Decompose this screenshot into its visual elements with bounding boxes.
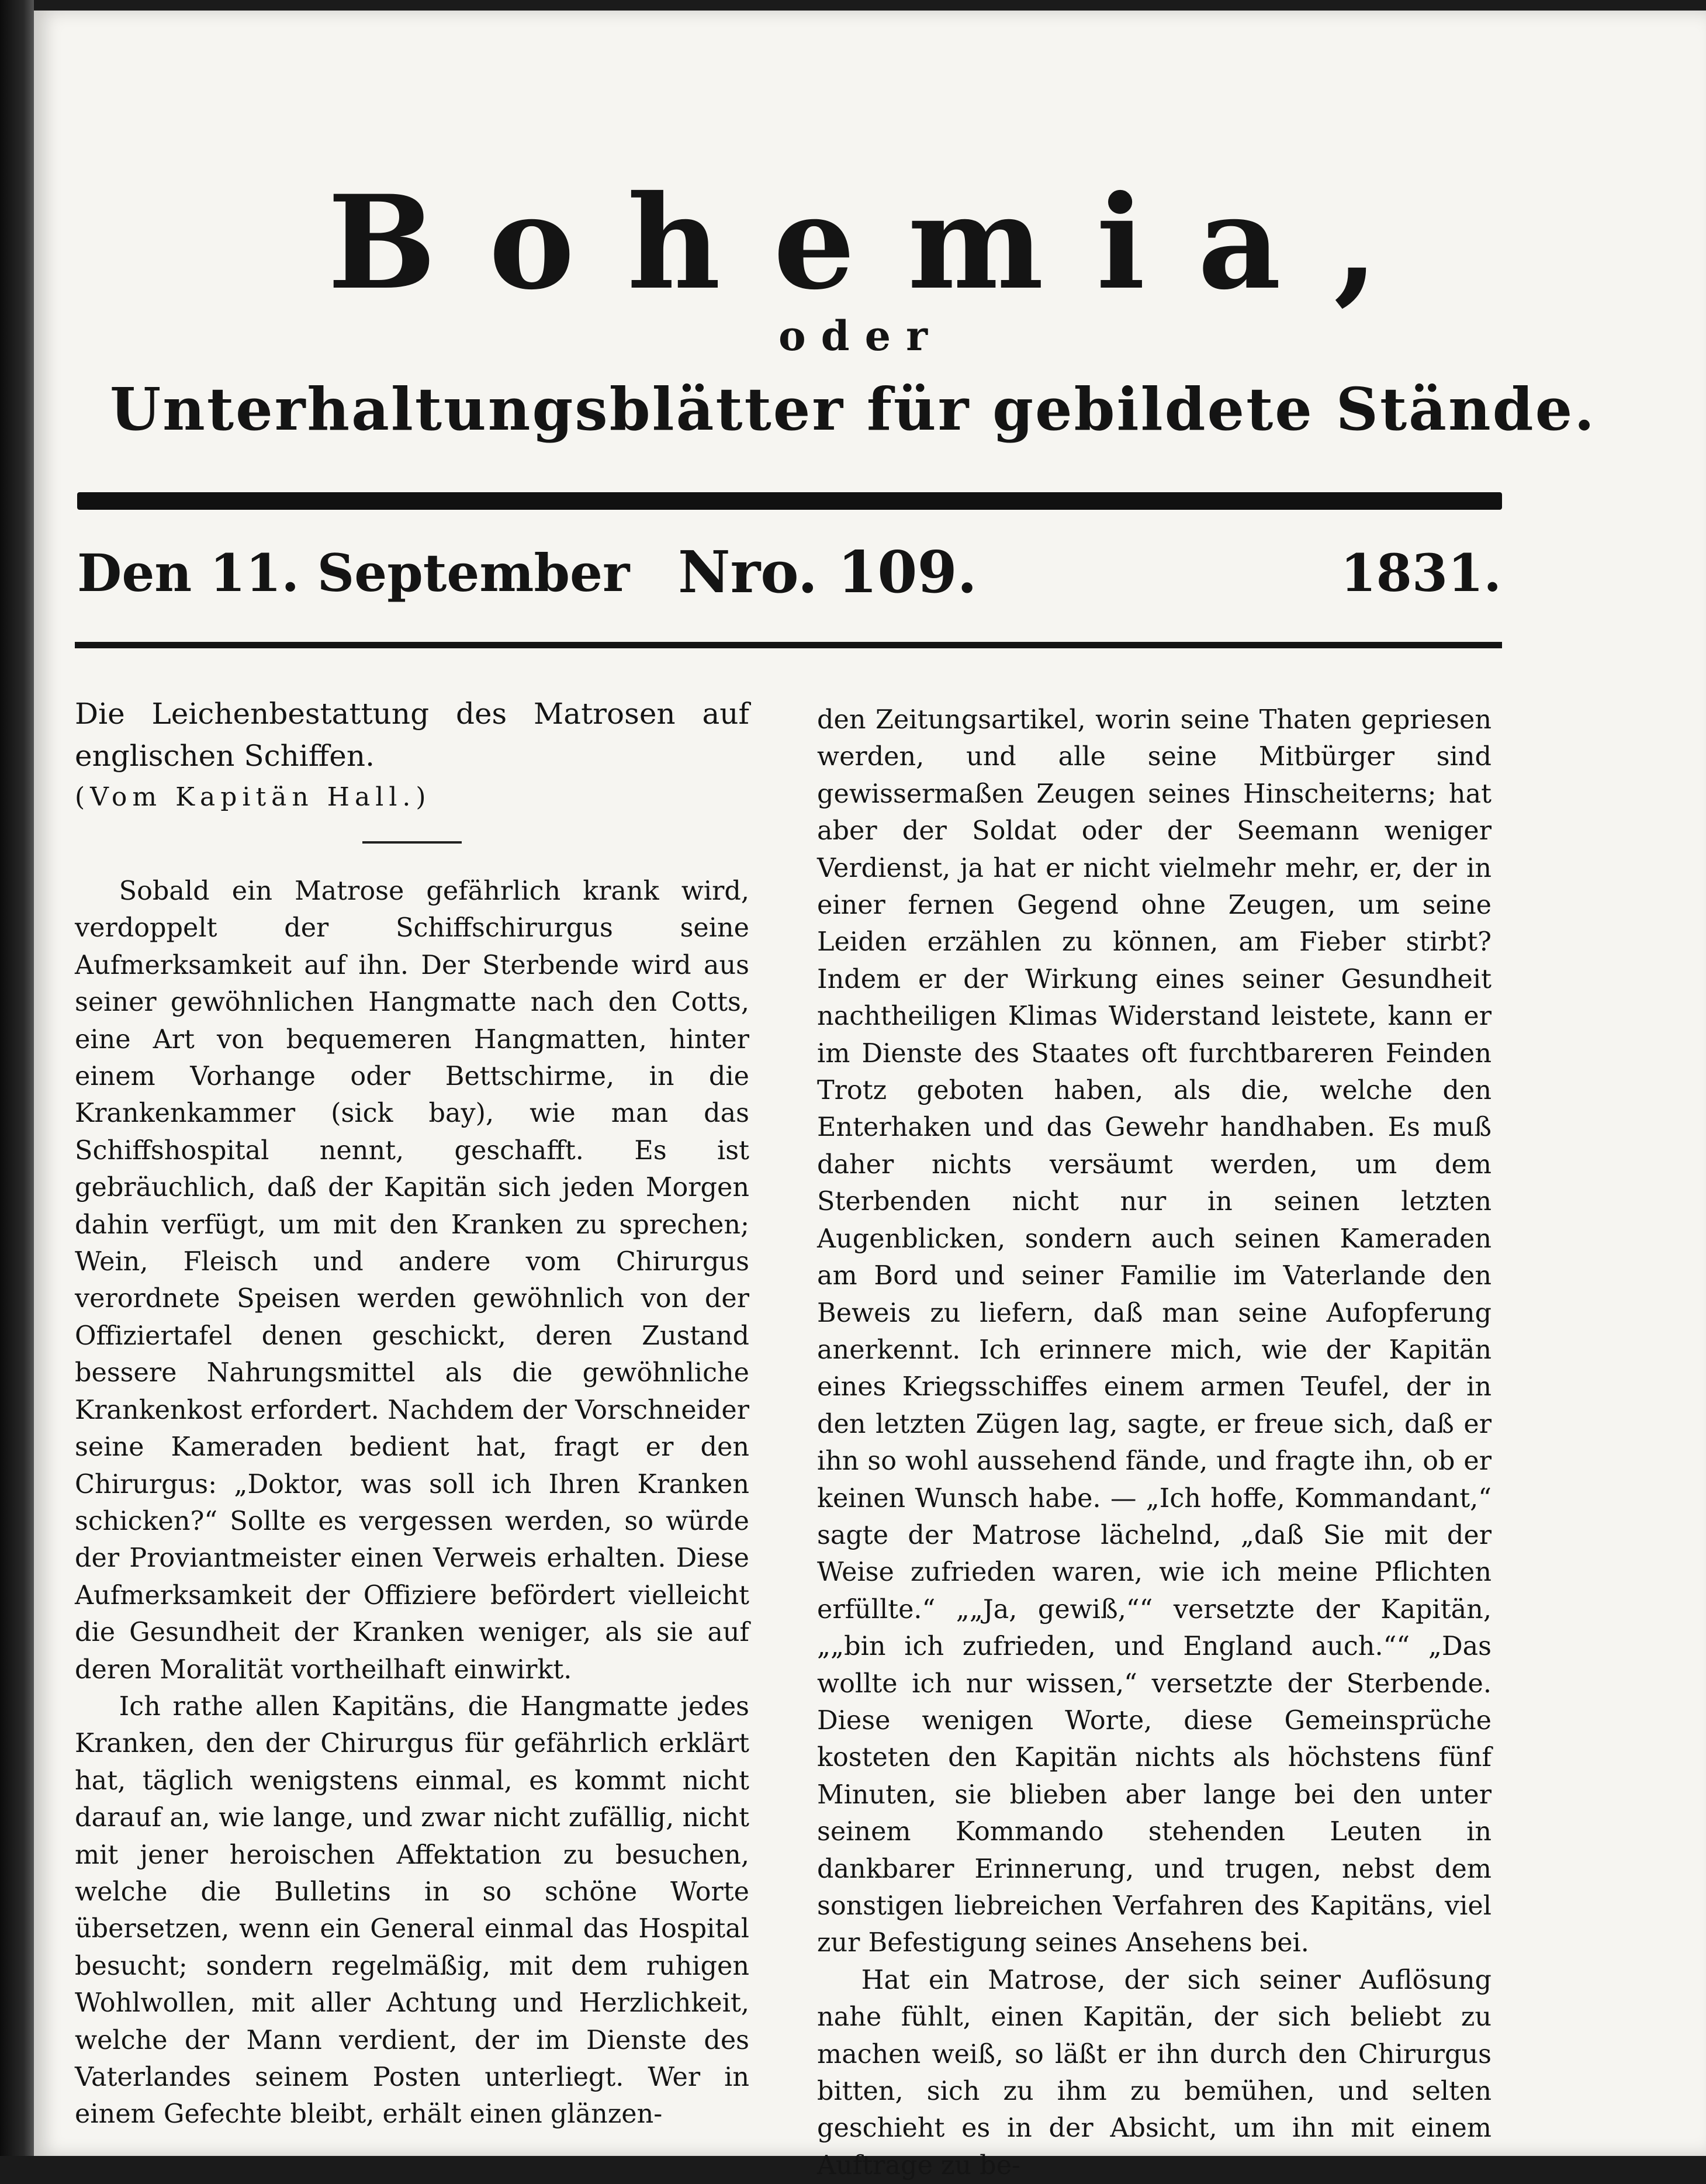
- issue-date: Den 11. September: [77, 542, 630, 603]
- right-column: [817, 701, 1492, 2184]
- left-column: [75, 693, 749, 2133]
- masthead-oder: oder: [778, 312, 943, 360]
- masthead-title: Bohemia,: [327, 167, 1431, 318]
- article-byline: (Vom Kapitän Hall.): [75, 782, 431, 812]
- masthead-rule: [77, 492, 1502, 510]
- right-paragraph-2: Hat ein Matrose, der sich seiner Auflösung nahe fühlt, einen Kapitän, der sich beliebt zu machen weiß, so läßt er ihn durch den Chirurgus bitten, sich zu ihm zu bemühen, und selten geschieht es in der Absicht, um ihn mit einem Auftrage zu be-: [817, 1965, 1492, 2180]
- article-title: Die Leichenbestattung des Matrosen auf englischen Schiffen.: [75, 697, 749, 773]
- left-paragraph-1: Sobald ein Matrose gefährlich krank wird, verdoppelt der Schiffschirurgus seine Aufmerksamkeit auf ihn. Der Sterbende wird aus seiner gewöhnlichen Hangmatte nach den Cotts, eine Art von bequemeren Hangmatten, hinter einem Vorhange oder Bettschirme, in die Krankenkammer (sick bay), wie man das Schiffshospital nennt, geschafft. Es ist gebräuchlich, daß der Kapitän sich jeden Morgen dahin verfügt, um mit den Kranken zu sprechen; Wein, Fleisch und andere vom Chirurgus verordnete Speisen werden gewöhnlich von der Offiziertafel denen geschickt, deren Zustand bessere Nahrungsmittel als die gewöhnliche Krankenkost erfordert. Nachdem der Vorschneider seine Kameraden bedient hat, fragt er den Chirurgus: „Doktor, was soll ich Ihren Kranken schicken?“ Sollte es vergessen werden, so würde der Proviantmeister einen Verweis erhalten. Diese Aufmerksamkeit der Offiziere befördert vielleicht die Gesundheit der Kranken weniger, als sie auf deren Moralität vortheilhaft einwirkt.: [75, 876, 749, 1685]
- right-paragraph-1: den Zeitungsartikel, worin seine Thaten gepriesen werden, und alle seine Mitbürger sind gewissermaßen Zeugen seines Hinscheiterns; hat aber der Soldat oder der Seemann weniger Verdienst, ja hat er nicht vielmehr mehr, er, der in einer fernen Gegend ohne Zeugen, um seine Leiden erzählen zu können, am Fieber stirbt? Indem er der Wirkung eines seiner Gesundheit nachtheiligen Klimas Widerstand leistete, kann er im Dienste des Staates oft furchtbareren Feinden Trotz geboten haben, als die, welche den Enterhaken und das Gewehr handhaben. Es muß daher nichts versäumt werden, um dem Sterbenden nicht nur in seinen letzten Augenblicken, sondern auch seinen Kameraden am Bord und seiner Familie im Vaterlande den Beweis zu liefern, daß man seine Aufopferung anerkennt. Ich erinnere mich, wie der Kapitän eines Kriegsschiffes einem armen Teufel, der in den letzten Zügen lag, sagte, er freue sich, daß er ihn so wohl aussehend fände, und fragte ihn, ob er keinen Wunsch habe. — „Ich hoffe, Kommandant,“ sagte der Matrose lächelnd, „daß Sie mit der Weise zufrieden waren, wie ich meine Pflichten erfüllte.“ „„Ja, gewiß,““ versetzte der Kapitän, „„bin ich zufrieden, und England auch.““ „Das wollte ich nur wissen,“ versetzte der Sterbende. Diese wenigen Worte, diese Gemeinsprüche kosteten den Kapitän nichts als höchstens fünf Minuten, sie blieben aber lange bei den unter seinem Kommando stehenden Leuten in dankbarer Erinnerung, und trugen, nebst dem sonstigen liebreichen Verfahren des Kapitäns, viel zur Befestigung seines Ansehens bei.: [817, 705, 1492, 1958]
- byline-rule: [362, 841, 462, 844]
- issue-number: Nro. 109.: [678, 539, 977, 606]
- issue-year: 1831.: [1340, 542, 1501, 603]
- left-paragraph-2: Ich rathe allen Kapitäns, die Hangmatte jedes Kranken, den der Chirurgus für gefährlich erklärt hat, täglich wenigstens einmal, es kommt nicht darauf an, wie lange, und zwar nicht zufällig, nicht mit jener heroischen Affektation zu besuchen, welche die Bulletins in so schöne Worte übersetzen, wenn ein General einmal das Hospital besucht; sondern regelmäßig, mit dem ruhigen Wohlwollen, mit aller Achtung und Herzlichkeit, welche der Mann verdient, der im Dienste des Vaterlandes seinem Posten unterliegt. Wer in einem Gefechte bleibt, erhält einen glänzen-: [75, 1691, 749, 2130]
- masthead-subtitle: Unterhaltungsblätter für gebildete Stände.: [109, 375, 1597, 444]
- dateline-rule: [75, 642, 1502, 648]
